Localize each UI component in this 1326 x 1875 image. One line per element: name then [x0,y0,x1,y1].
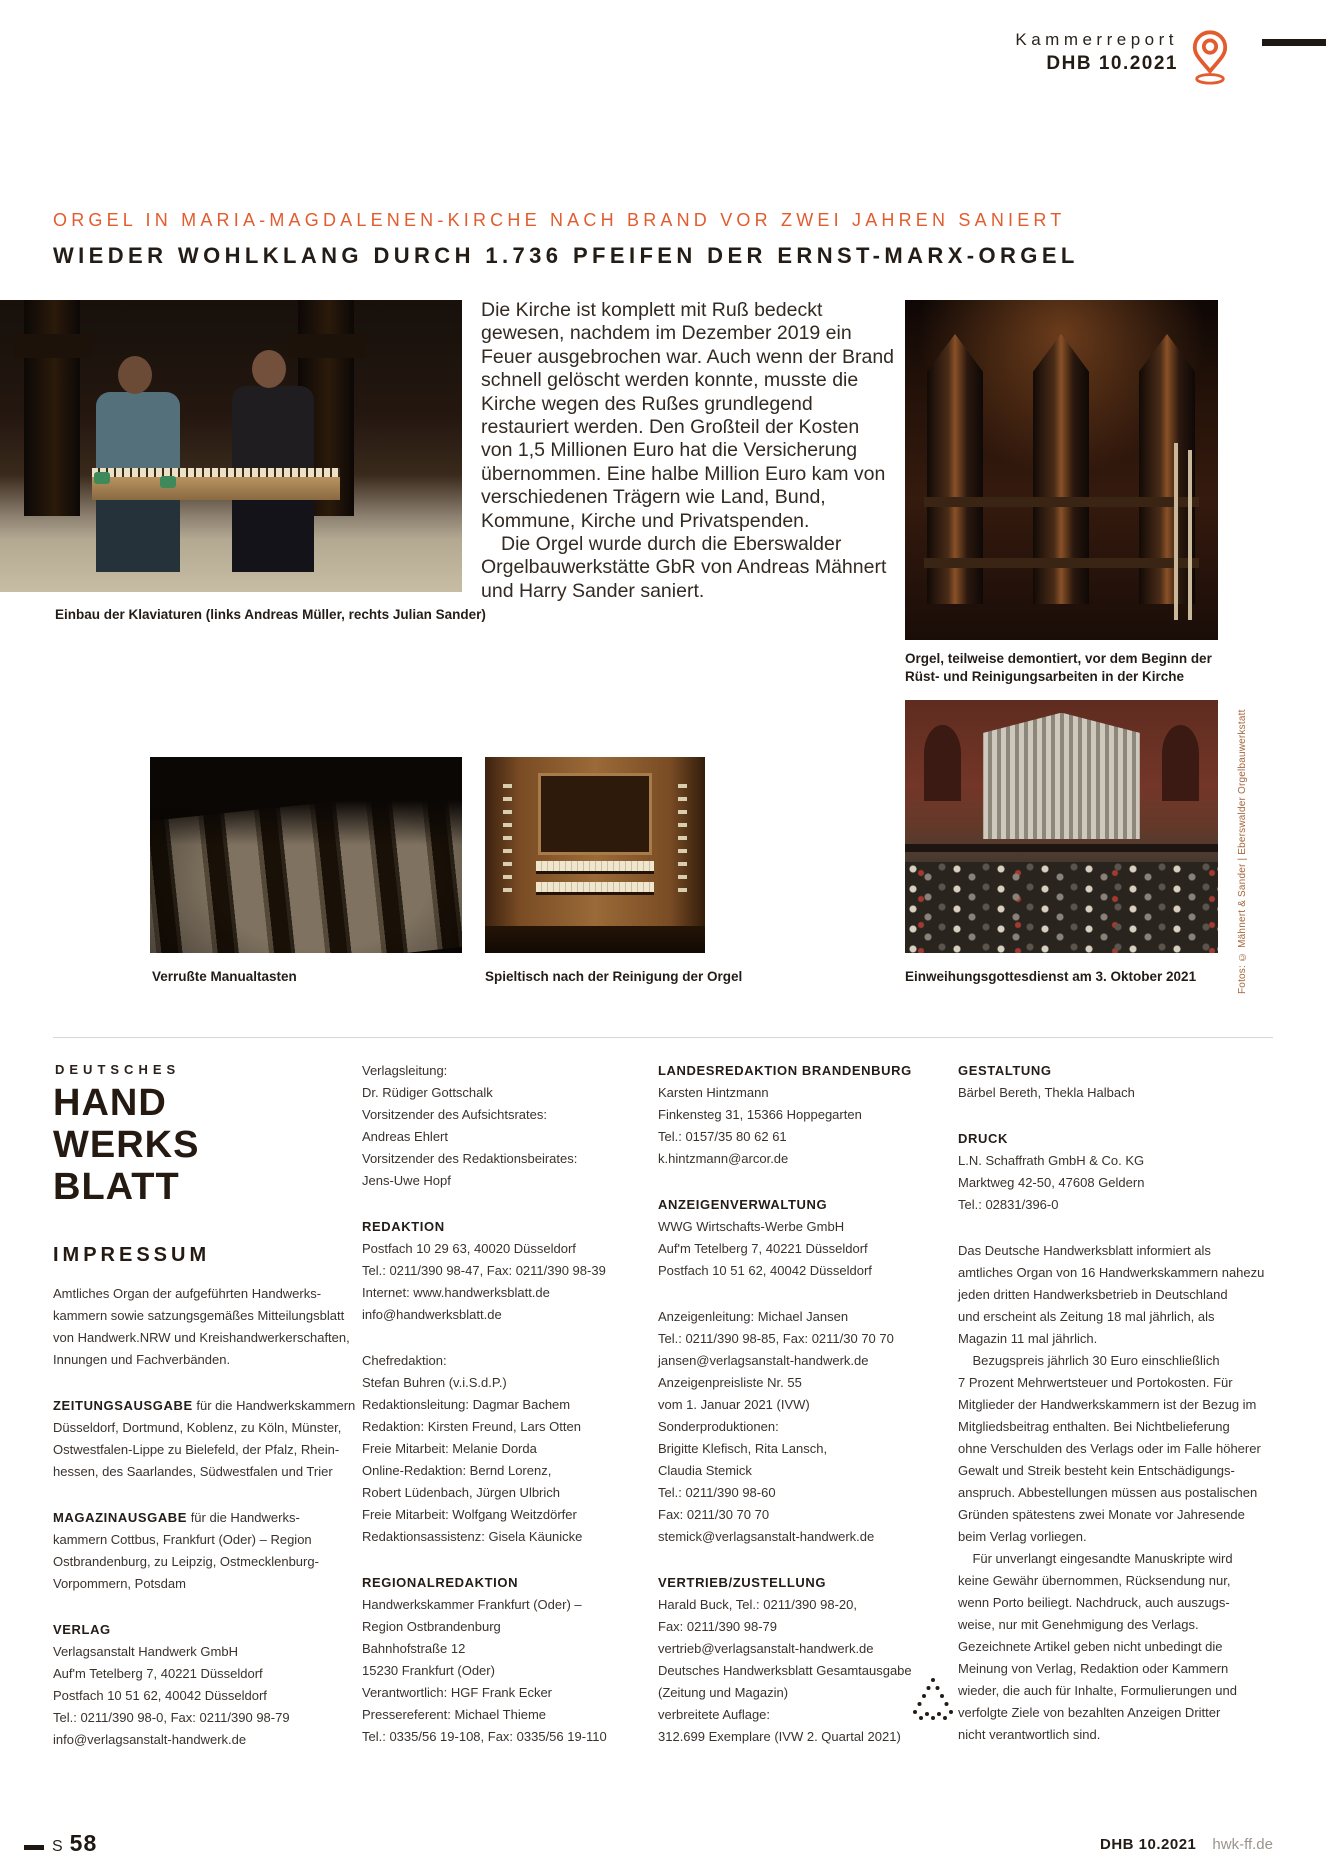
impressum-block-lines [658,1306,912,1548]
impressum-line: Region Ostbrandenburg [362,1619,501,1634]
location-pin-icon [1191,28,1229,86]
impressum-block [362,1060,607,1192]
stop-knobs-left [503,784,512,898]
impressum-line: stemick@verlagsanstalt-handwerk.de [658,1529,875,1544]
impressum-block [658,1194,912,1282]
impressum-line: wenn Porto beiliegt. Nachdruck, auch auszugs- [958,1595,1230,1610]
impressum-line: Stefan Buhren (v.i.S.d.P.) [362,1375,507,1390]
impressum-line: Postfach 10 51 62, 40042 Düsseldorf [658,1263,872,1278]
impressum-line: Vorpommern, Potsdam [53,1576,186,1591]
impressum-line: Düsseldorf, Dortmund, Koblenz, zu Köln, Münster, [53,1420,342,1435]
impressum-line: Jens-Uwe Hopf [362,1173,451,1188]
impressum-block [362,1350,607,1548]
impressum-line: Auf'm Tetelberg 7, 40221 Düsseldorf [53,1666,263,1681]
impressum-line: Karsten Hintzmann [658,1085,769,1100]
impressum-line: info@handwerksblatt.de [362,1307,502,1322]
impressum-block-title: REGIONALREDAKTION [362,1575,519,1590]
impressum-line: Tel.: 0211/390 98-85, Fax: 0211/30 70 70 [658,1331,894,1346]
impressum-line: Fax: 0211/390 98-79 [658,1619,778,1634]
impressum-block-title: ZEITUNGSAUSGABE [53,1398,193,1413]
impressum-line: kammern Cottbus, Frankfurt (Oder) – Region [53,1532,312,1547]
impressum-block [53,1283,355,1371]
impressum-line: Fax: 0211/30 70 70 [658,1507,770,1522]
logo-line: BLATT [53,1166,180,1208]
impressum-line: Handwerkskammer Frankfurt (Oder) – [362,1597,582,1612]
logo-deutsches: DEUTSCHES [55,1062,181,1077]
photo-orgel-demontiert [905,300,1218,640]
ladder [1174,443,1178,620]
impressum-line: Bezugspreis jährlich 30 Euro einschließlich [958,1353,1220,1368]
impressum-line: Redaktionsleitung: Dagmar Bachem [362,1397,571,1412]
impressum-block-lines [658,1216,912,1282]
impressum-line: Gezeichnete Artikel geben nicht unbedingt die [958,1639,1223,1654]
impressum-line: Tel.: 0211/390 98-0, Fax: 0211/390 98-79 [53,1710,290,1725]
impressum-block-lines [53,1529,355,1595]
impressum-line: Claudia Stemick [658,1463,752,1478]
impressum-block-lines [958,1150,1264,1216]
impressum-line: Tel.: 0211/390 98-47, Fax: 0211/390 98-39 [362,1263,606,1278]
impressum-block [53,1395,355,1483]
console-manual-lower [536,882,655,895]
body-paragraph: Die Orgel wurde durch die Eberswalder Orgelbauwerkstätte GbR von Andreas Mähnert und Harry Sander saniert. [481,533,887,602]
impressum-block-lines [53,1283,355,1371]
impressum-line: 7 Prozent Mehrwertsteuer und Portokosten. Für [958,1375,1233,1390]
impressum-block-lines [362,1594,607,1748]
impressum-line: k.hintzmann@arcor.de [658,1151,789,1166]
impressum-block-title: REDAKTION [362,1219,445,1234]
impressum-line: Pressereferent: Michael Thieme [362,1707,547,1722]
impressum-block [658,1572,912,1748]
impressum-line: (Zeitung und Magazin) [658,1685,789,1700]
impressum-block-title: LANDESREDAKTION BRANDENBURG [658,1063,912,1078]
impressum-line: Redaktionsassistenz: Gisela Käunicke [362,1529,583,1544]
impressum-line: keine Gewähr übernommen, Rücksendung nur, [958,1573,1231,1588]
caption-gottesdienst: Einweihungsgottesdienst am 3. Oktober 2021 [905,969,1197,984]
congregation-crowd [905,862,1218,953]
pillar-capital [288,334,366,358]
pillar-capital [14,334,92,358]
impressum-line: Innungen und Fachverbänden. [53,1352,231,1367]
impressum-line: Auf'm Tetelberg 7, 40221 Düsseldorf [658,1241,868,1256]
impressum-line: und erscheint als Zeitung 18 mal jährlich, als [958,1309,1215,1324]
impressum-block [958,1240,1264,1746]
impressum-line: Internet: www.handwerksblatt.de [362,1285,550,1300]
impressum-line: Robert Lüdenbach, Jürgen Ulbrich [362,1485,561,1500]
impressum-block-title: DRUCK [958,1131,1008,1146]
impressum-line: Deutsches Handwerksblatt Gesamtausgabe [658,1663,912,1678]
impressum-block [958,1128,1264,1216]
article-kicker: ORGEL IN MARIA-MAGDALENEN-KIRCHE NACH BRAND VOR ZWEI JAHREN SANIERT [53,210,1066,230]
impressum-line: beim Verlag vorliegen. [958,1529,1087,1544]
impressum-line: Dr. Rüdiger Gottschalk [362,1085,493,1100]
impressum-line: Vorsitzender des Redaktionsbeirates: [362,1151,578,1166]
impressum-block-title: GESTALTUNG [958,1063,1052,1078]
impressum-block [362,1216,607,1326]
impressum-line: Postfach 10 29 63, 40020 Düsseldorf [362,1241,576,1256]
impressum-block [362,1572,607,1748]
impressum-line: L.N. Schaffrath GmbH & Co. KG [958,1153,1145,1168]
impressum-block-lines [362,1238,607,1326]
impressum-line: jeden dritten Handwerksbetrieb in Deutschland [958,1287,1228,1302]
green-glove [94,472,110,484]
ivw-logo [912,1676,954,1722]
green-glove [160,476,176,488]
impressum-line: Verlagsleitung: [362,1063,448,1078]
impressum-line: Chefredaktion: [362,1353,447,1368]
page-number: 58 [69,1830,98,1856]
footer-meta [1100,1836,1273,1853]
article-headline: WIEDER WOHLKLANG DURCH 1.736 PFEIFEN DER ERNST-MARX-ORGEL [53,243,1079,268]
impressum-line: Vorsitzender des Aufsichtsrates: [362,1107,547,1122]
impressum-block-title: VERLAG [53,1622,111,1637]
impressum-block [53,1619,355,1751]
console-panel [538,773,652,855]
footer-tick [24,1845,44,1850]
impressum-block-lines [958,1082,1264,1104]
photo-spieltisch [485,757,705,953]
ladder [1188,450,1192,620]
caption-manualtasten: Verrußte Manualtasten [152,969,297,984]
impressum-line: Postfach 10 51 62, 40042 Düsseldorf [53,1688,267,1703]
impressum-line: nicht verantwortlich sind. [958,1727,1101,1742]
impressum-line: Freie Mitarbeit: Melanie Dorda [362,1441,537,1456]
impressum-line: von Handwerk.NRW und Kreishandwerkerschaften, [53,1330,350,1345]
impressum-block-lines [362,1350,607,1548]
impressum-column-1 [53,1283,355,1775]
photo-credit: Fotos: © Mähnert & Sander | Eberswalder Orgelbauwerkstatt [1237,709,1248,994]
impressum-line: Das Deutsche Handwerksblatt informiert als [958,1243,1211,1258]
page-prefix: S [52,1838,63,1855]
brick-arch-left [924,725,962,801]
impressum-column-3 [658,1060,912,1772]
impressum-column-4 [958,1060,1264,1770]
photo-einbau-klaviaturen [0,300,462,592]
impressum-line: jansen@verlagsanstalt-handwerk.de [658,1353,869,1368]
impressum-line: Bärbel Bereth, Thekla Halbach [958,1085,1135,1100]
issue-label: DHB 10.2021 [1046,53,1178,74]
balcony-rail [905,844,1218,852]
logo-line: WERKS [53,1124,200,1166]
impressum-block-title-suffix: für die Handwerks- [187,1510,300,1525]
person-right-head [252,350,286,388]
impressum-line: Magazin 11 mal jährlich. [958,1331,1098,1346]
impressum-line: weise, nur mit Genehmigung des Verlags. [958,1617,1199,1632]
impressum-line: info@verlagsanstalt-handwerk.de [53,1732,247,1747]
impressum-block [658,1306,912,1548]
impressum-line: ohne Verschulden des Verlags oder im Falle höherer [958,1441,1261,1456]
impressum-line: Marktweg 42-50, 47608 Geldern [958,1175,1145,1190]
impressum-line: vom 1. Januar 2021 (IVW) [658,1397,810,1412]
footer-page [52,1830,97,1857]
body-paragraph: Die Kirche ist komplett mit Ruß bedeckt gewesen, nachdem im Dezember 2019 ein Feuer ausgebrochen war. Auch wenn der Brand schnell gelöscht werden konnte, musste die Kirche wegen des Rußes grundlegend restauriert werden. Den Großteil der Kosten von 1,5 Millionen Euro hat die Versicherung übernommen. Eine halbe Million Euro kam von verschiedenen Trägern wie Land, Bund, Kommune, Kirche und Privatspenden. [481,299,895,532]
console-manual-upper [536,861,655,874]
impressum-heading: IMPRESSUM [53,1244,211,1266]
footer-website: hwk-ff.de [1212,1836,1273,1853]
impressum-line: Amtliches Organ der aufgeführten Handwerks- [53,1286,322,1301]
impressum-block-lines [658,1082,912,1170]
impressum-line: Andreas Ehlert [362,1129,448,1144]
section-divider [53,1037,1273,1038]
impressum-line: verbreitete Auflage: [658,1707,771,1722]
impressum-line: WWG Wirtschafts-Werbe GmbH [658,1219,845,1234]
impressum-line: Tel.: 02831/396-0 [958,1197,1059,1212]
impressum-line: 15230 Frankfurt (Oder) [362,1663,495,1678]
impressum-block-lines [53,1641,355,1751]
impressum-line: Redaktion: Kirsten Freund, Lars Otten [362,1419,581,1434]
impressum-block-title-suffix: für die Handwerkskammern [192,1398,356,1413]
person-left-head [118,356,152,394]
header-corner-bar [1262,39,1326,46]
impressum-line: Finkensteg 31, 15366 Hoppegarten [658,1107,862,1122]
caption-spieltisch: Spieltisch nach der Reinigung der Orgel [485,969,743,984]
stop-knobs-right [678,784,687,898]
wood-pillar [24,300,80,516]
footer-issue: DHB 10.2021 [1100,1836,1197,1853]
impressum-line: Freie Mitarbeit: Wolfgang Weitzdörfer [362,1507,577,1522]
impressum-line: Für unverlangt eingesandte Manuskripte wird [958,1551,1233,1566]
impressum-block-title: ANZEIGENVERWALTUNG [658,1197,828,1212]
organ-pipes [983,713,1140,840]
impressum-block [53,1507,355,1595]
impressum-line: Verantwortlich: HGF Frank Ecker [362,1685,552,1700]
impressum-line: kammern sowie satzungsgemäßes Mitteilungsblatt [53,1308,345,1323]
impressum-block-title: MAGAZINAUSGABE [53,1510,188,1525]
scaffold-beam [924,497,1199,507]
impressum-line: Meinung von Verlag, Redaktion oder Kammern [958,1661,1229,1676]
impressum-line: Bahnhofstraße 12 [362,1641,466,1656]
impressum-line: wieder, die auch für Inhalte, Formulierungen und [958,1683,1237,1698]
keyboard-keys [92,468,340,477]
impressum-line: Mitglieder der Handwerkskammern ist der Bezug im [958,1397,1257,1412]
section-label: Kammerreport [1015,30,1178,49]
console-base [485,926,705,953]
impressum-block [958,1060,1264,1104]
impressum-line: hessen, des Saarlandes, Südwestfalen und Trier [53,1464,333,1479]
impressum-block [658,1060,912,1170]
impressum-line: Harald Buck, Tel.: 0211/390 98-20, [658,1597,857,1612]
impressum-line: Ostwestfalen-Lippe zu Bielefeld, der Pfalz, Rhein- [53,1442,340,1457]
impressum-block-lines [53,1417,355,1483]
photo-einweihungsgottesdienst [905,700,1218,953]
impressum-line: anspruch. Abbestellungen müssen aus postalischen [958,1485,1258,1500]
handwerksblatt-logo [53,1082,199,1208]
impressum-line: Online-Redaktion: Bernd Lorenz, [362,1463,552,1478]
impressum-block-lines [958,1240,1264,1746]
impressum-line: Tel.: 0211/390 98-60 [658,1485,776,1500]
impressum-block-title: VERTRIEB/ZUSTELLUNG [658,1575,827,1590]
impressum-line: Gewalt und Streik besteht kein Entschädigungs- [958,1463,1235,1478]
impressum-line: 312.699 Exemplare (IVW 2. Quartal 2021) [658,1729,901,1744]
impressum-column-2 [362,1060,607,1772]
impressum-line: verfolgte Ziele von bezahlten Anzeigen Dritter [958,1705,1221,1720]
logo-line: HAND [53,1082,167,1124]
impressum-line: Tel.: 0335/56 19-108, Fax: 0335/56 19-110 [362,1729,607,1744]
impressum-block-lines [658,1594,912,1748]
photo-verrusste-manualtasten [150,757,462,953]
impressum-line: Tel.: 0157/35 80 62 61 [658,1129,787,1144]
impressum-line: Ostbrandenburg, zu Leipzig, Ostmecklenburg- [53,1554,319,1569]
impressum-line: Verlagsanstalt Handwerk GmbH [53,1644,238,1659]
impressum-block-lines [362,1060,607,1192]
caption-demontage: Orgel, teilweise demontiert, vor dem Beginn der Rüst- und Reinigungsarbeiten in der Kirche [905,651,1212,684]
article-body [481,299,896,603]
keyboard-frame [92,468,340,500]
impressum-line: Brigitte Klefisch, Rita Lansch, [658,1441,828,1456]
impressum-line: Anzeigenleitung: Michael Jansen [658,1309,849,1324]
impressum-line: Mitgliedsbeitrag enthalten. Bei Nichtbelieferung [958,1419,1230,1434]
brick-arch-right [1162,725,1200,801]
impressum-line: Anzeigenpreisliste Nr. 55 [658,1375,802,1390]
scaffold-beam [924,558,1199,568]
impressum-line: Sonderproduktionen: [658,1419,779,1434]
caption-einbau: Einbau der Klaviaturen (links Andreas Müller, rechts Julian Sander) [55,607,486,622]
impressum-line: vertrieb@verlagsanstalt-handwerk.de [658,1641,874,1656]
shadow-overlay [150,757,462,953]
impressum-line: amtliches Organ von 16 Handwerkskammern nahezu [958,1265,1265,1280]
impressum-line: Gründen spätestens zwei Monate vor Jahresende [958,1507,1245,1522]
